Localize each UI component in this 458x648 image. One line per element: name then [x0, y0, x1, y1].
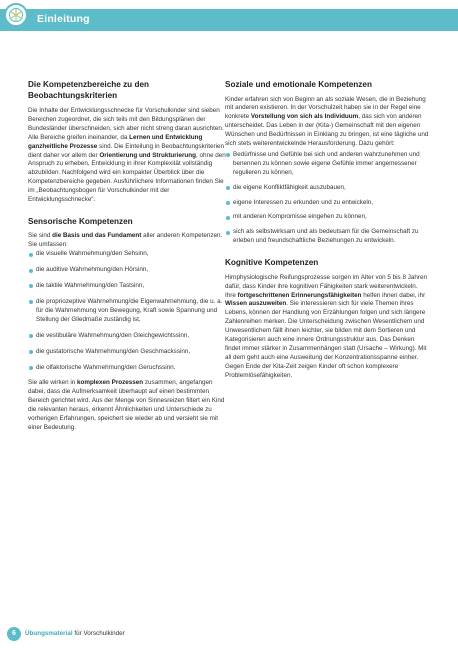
heading-sensorische: Sensorische Kompetenzen	[28, 216, 133, 226]
list-item: Bedürfnisse und Gefühle bei sich und anderen wahrzunehmen und benennen zu können sowie eigene Gefühle immer angemessener regulieren zu können,	[225, 151, 429, 178]
list-item: die propriozeptive Wahrnehmung/die Eigenwahrnehmung, die u. a. für die Wahrnehmung von Bewegung, Kraft sowie Spannung und Stellung der Gliedmaße zuständig ist,	[28, 298, 226, 325]
bullet-dot-icon	[29, 300, 33, 304]
list-item: die olfaktorische Wahrnehmung/den Geruchssinn.	[28, 364, 226, 373]
soziale-list	[225, 151, 429, 246]
left-column	[28, 80, 226, 433]
heading-kompetenzbereiche: Die Kompetenzbereiche zu den Beobachtungskriterien	[28, 80, 150, 100]
page-number: 6	[7, 627, 21, 641]
list-item: sich als selbstwirksam und als bedeutsam für die Gemeinschaft zu erleben und freundschaftliche Beziehungen zu entwickeln.	[225, 228, 429, 246]
footer-brand: Übungsmaterial	[25, 630, 73, 637]
bullet-dot-icon	[226, 153, 230, 157]
snail-logo-icon	[8, 7, 24, 23]
bullet-dot-icon	[29, 269, 33, 273]
list-item: die auditive Wahrnehmung/den Hörsinn,	[28, 266, 226, 275]
bullet-dot-icon	[29, 284, 33, 288]
bullet-dot-icon	[226, 216, 230, 220]
footer-text	[25, 630, 125, 637]
list-item: die gustatorische Wahrnehmung/den Geschmackssinn,	[28, 348, 226, 357]
bullet-dot-icon	[226, 231, 230, 235]
heading-kognitive: Kognitive Kompetenzen	[225, 258, 319, 268]
paragraph-kompetenzbereiche: Die Inhalte der Entwicklungsschnecke für Vorschulkinder sind sieben Bereichen zugeordnet, die sich teils mit den Bildungsplänen der Bundesländer überschneiden, sich aber nicht streng daran ausrichten. Alle Bereiche greifen ineinander, da Lernen und Entwicklung ganzheitliche Prozesse sind. Die Einteilung in Beobachtungskriterien dient daher vor allem der Orientierung und Strukturierung, ohne den Anspruch zu erheben, Entwicklung in ihrer Komplexität vollständig abzubilden. Nachfolgend wird ein kompakter Überblick über die Kompetenzbereiche gegeben. Ausführlichere Informationen finden Sie im „Beobachtungsbogen für Vorschulkinder mit der Entwicklungsschnecke“.	[28, 107, 226, 204]
bullet-dot-icon	[29, 350, 33, 354]
bullet-dot-icon	[29, 334, 33, 338]
sensorische-list	[28, 250, 226, 372]
bullet-dot-icon	[29, 253, 33, 257]
list-item: die eigene Konfliktfähigkeit auszubauen,	[225, 184, 429, 193]
heading-soziale: Soziale und emotionale Kompetenzen	[225, 80, 372, 89]
logo	[4, 3, 28, 27]
page-section-title: Einleitung	[37, 13, 90, 25]
list-item: die vestibuläre Wahrnehmung/den Gleichgewichtssinn,	[28, 332, 226, 341]
bullet-dot-icon	[226, 186, 230, 190]
paragraph-sensorische-intro: Sie sind die Basis und das Fundament aller anderen Kompetenzen. Sie umfassen:	[28, 232, 223, 249]
paragraph-soziale: Kinder erfahren sich von Beginn an als soziale Wesen, die in Beziehung mit anderen existieren. In der Vorschulzeit haben sie in der Regel eine konkrete Vorstellung von sich als Individuum, das sich von anderen unterscheidet. Das Leben in der (Kita-) Gemeinschaft mit den eigenen Wünschen und Bedürfnissen in Einklang zu bringen, ist eine tägliche und sich stets weiterentwickelnde Herausforderung. Dazu gehört:	[225, 95, 429, 148]
right-column	[225, 80, 429, 381]
bullet-dot-icon	[226, 201, 230, 205]
list-item: die visuelle Wahrnehmung/den Sehsinn,	[28, 250, 226, 259]
list-item: eigene Interessen zu erkunden und zu entwickeln,	[225, 199, 429, 208]
paragraph-kognitive: Hirnphysiologische Reifungsprozesse sorgen im Alter von 5 bis 8 Jahren dafür, dass Kinder ihre kognitiven Fähigkeiten stark weiterentwickeln. Ihre fortgeschrittenen Erinnerungsfähigkeiten helfen ihnen dabei, ihr Wissen auszuweiten. Sie interessieren sich für viele Themen ihres Lebens, können der Handlung von Erzählungen folgen und sich längere Zahlenreihen merken. Die Unterscheidung zwischen Wesentlichem und Unwesentlichem fällt ihnen leichter, sie bilden mit dem Sortieren und Kategorisieren auch eine innere Ordnungsstruktur aus. Das Denken findet immer stärker in Zusammenhängen statt (Ursache – Wirkung). Mit all dem geht auch eine Ausweitung der Konzentrationsspanne einher. Gegen Ende der Kita-Zeit zeigen Kinder oft schon komplexere Problemlösefähigkeiten.	[225, 273, 427, 379]
list-item: die taktile Wahrnehmung/den Tastsinn,	[28, 282, 226, 291]
list-item: mit anderen Kompromisse eingehen zu können,	[225, 213, 429, 222]
paragraph-sensorische-outro: Sie alle wirken in komplexen Prozessen zusammen, angefangen dabei, dass die Aufmerksamkeit überhaupt auf einen bestimmten Bereich gerichtet wird. Aus der Menge von Sinnesreizen filtert ein Kind die relevanten heraus, erkennt Ähnlichkeiten und Unterschiede zu vorherigen Erfahrungen, speichert sie wieder ab und versieht sie mit einer Bedeutung.	[28, 379, 225, 431]
bullet-dot-icon	[29, 366, 33, 370]
footer-subtitle: für Vorschulkinder	[72, 630, 125, 637]
